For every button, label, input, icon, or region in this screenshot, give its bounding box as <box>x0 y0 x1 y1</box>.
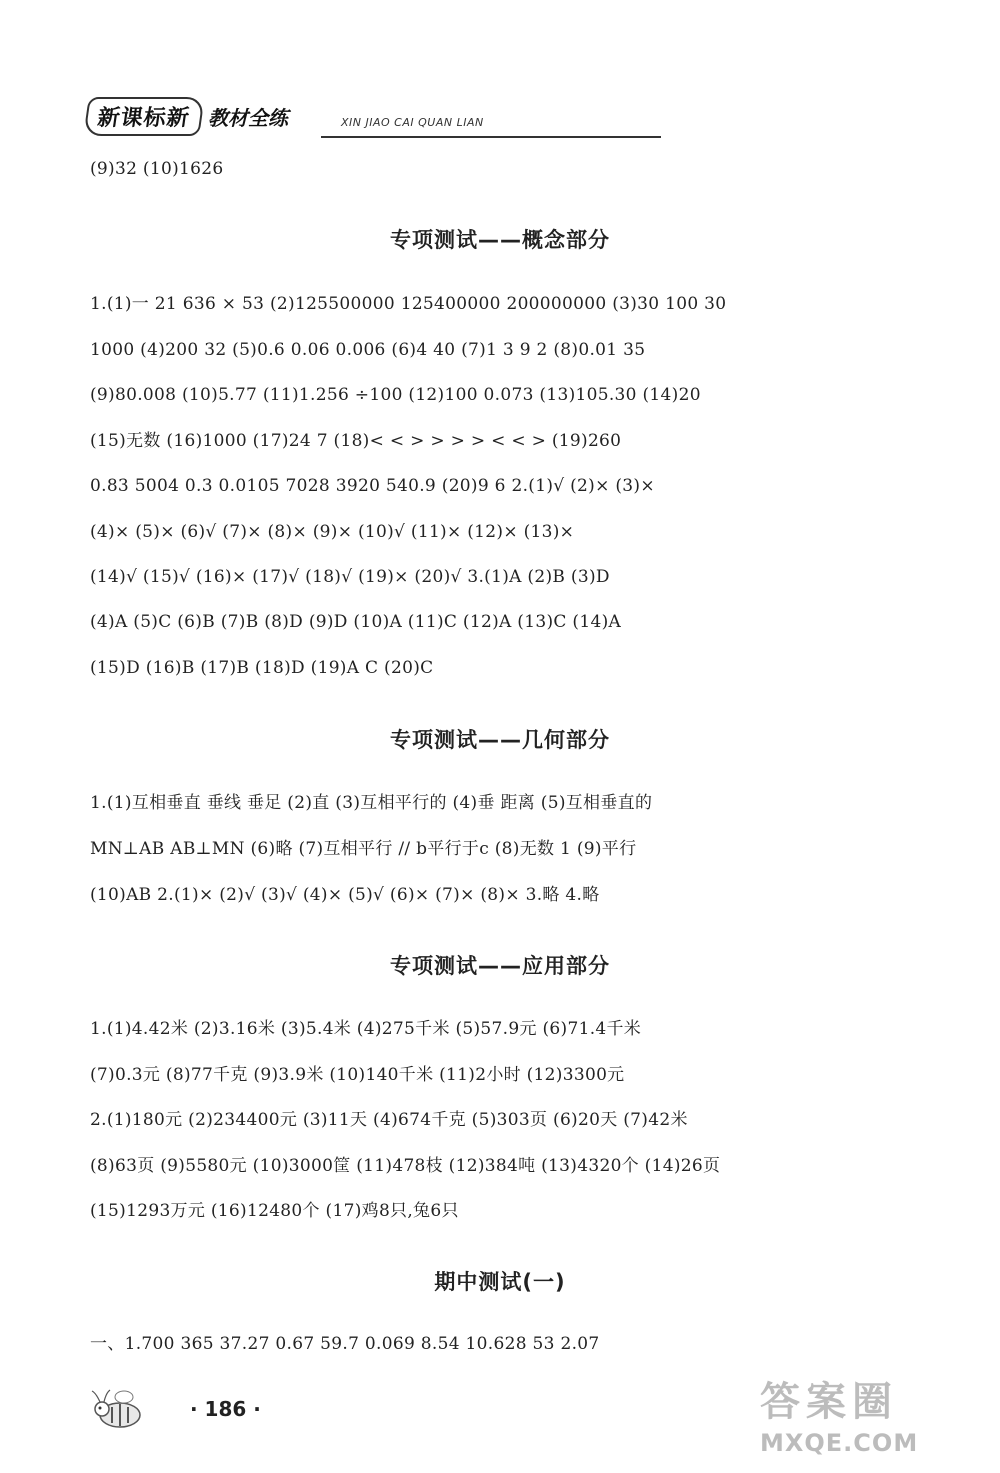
answer-line: (8)63页 (9)5580元 (10)3000筐 (11)478枝 (12)384吨 (13)4320个 (14)26页 <box>90 1156 721 1176</box>
answer-line: (4)× (5)× (6)√ (7)× (8)× (9)× (10)√ (11)× (12)× (13)× <box>90 522 575 542</box>
answer-line: 1.(1)一 21 636 × 53 (2)125500000 125400000 200000000 (3)30 100 30 <box>90 294 727 314</box>
watermark-logo <box>760 1370 960 1460</box>
brand-title: 新课标新 <box>83 97 204 136</box>
section-title-midterm: 期中测试(一) <box>434 1270 566 1294</box>
answer-line: MN⊥AB AB⊥MN (6)略 (7)互相平行 // b平行于c (8)无数 1 (9)平行 <box>90 839 637 859</box>
section-title-concepts: 专项测试——概念部分 <box>390 228 610 252</box>
page-number: · 186 · <box>190 1397 261 1421</box>
intro-answer-line: (9)32 (10)1626 <box>90 159 224 179</box>
answer-line: (9)80.008 (10)5.77 (11)1.256 ÷100 (12)100 0.073 (13)105.30 (14)20 <box>90 385 701 405</box>
answer-line: 1.(1)互相垂直 垂线 垂足 (2)直 (3)互相平行的 (4)垂 距离 (5)互相垂直的 <box>90 793 653 813</box>
answer-line: (15)1293万元 (16)12480个 (17)鸡8只,兔6只 <box>90 1201 459 1221</box>
brand-pinyin: XIN JIAO CAI QUAN LIAN <box>341 116 484 129</box>
bee-mascot-icon <box>90 1385 150 1431</box>
brand-subtitle: 教材全练 <box>208 105 289 130</box>
answer-line: 1000 (4)200 32 (5)0.6 0.06 0.006 (6)4 40 (7)1 3 9 2 (8)0.01 35 <box>90 340 646 360</box>
answer-line: (15)D (16)B (17)B (18)D (19)A C (20)C <box>90 658 434 678</box>
brand-logo <box>86 96 316 136</box>
answer-line: (10)AB 2.(1)× (2)√ (3)√ (4)× (5)√ (6)× (7)× (8)× 3.略 4.略 <box>90 885 600 905</box>
watermark-url: MXQE.COM <box>760 1429 919 1457</box>
header-rule <box>321 136 661 138</box>
section-title-application: 专项测试——应用部分 <box>390 954 610 978</box>
answer-line: 2.(1)180元 (2)234400元 (3)11天 (4)674千克 (5)303页 (6)20天 (7)42米 <box>90 1110 688 1130</box>
answer-line: (14)√ (15)√ (16)× (17)√ (18)√ (19)× (20)√ 3.(1)A (2)B (3)D <box>90 567 610 587</box>
answer-line: (7)0.3元 (8)77千克 (9)3.9米 (10)140千米 (11)2小时 (12)3300元 <box>90 1065 625 1085</box>
answer-line: (4)A (5)C (6)B (7)B (8)D (9)D (10)A (11)C (12)A (13)C (14)A <box>90 612 622 632</box>
page-footer <box>90 1385 290 1435</box>
watermark-cn: 答案圈 <box>760 1379 898 1425</box>
answer-line: 1.(1)4.42米 (2)3.16米 (3)5.4米 (4)275千米 (5)57.9元 (6)71.4千米 <box>90 1019 642 1039</box>
section-title-geometry: 专项测试——几何部分 <box>390 728 610 752</box>
answer-line: 一、1.700 365 37.27 0.67 59.7 0.069 8.54 10.628 53 2.07 <box>90 1334 600 1354</box>
answer-line: (15)无数 (16)1000 (17)24 7 (18)< < > > > > < < > (19)260 <box>90 431 622 451</box>
answer-line: 0.83 5004 0.3 0.0105 7028 3920 540.9 (20)9 6 2.(1)√ (2)× (3)× <box>90 476 655 496</box>
book-header <box>86 96 586 144</box>
